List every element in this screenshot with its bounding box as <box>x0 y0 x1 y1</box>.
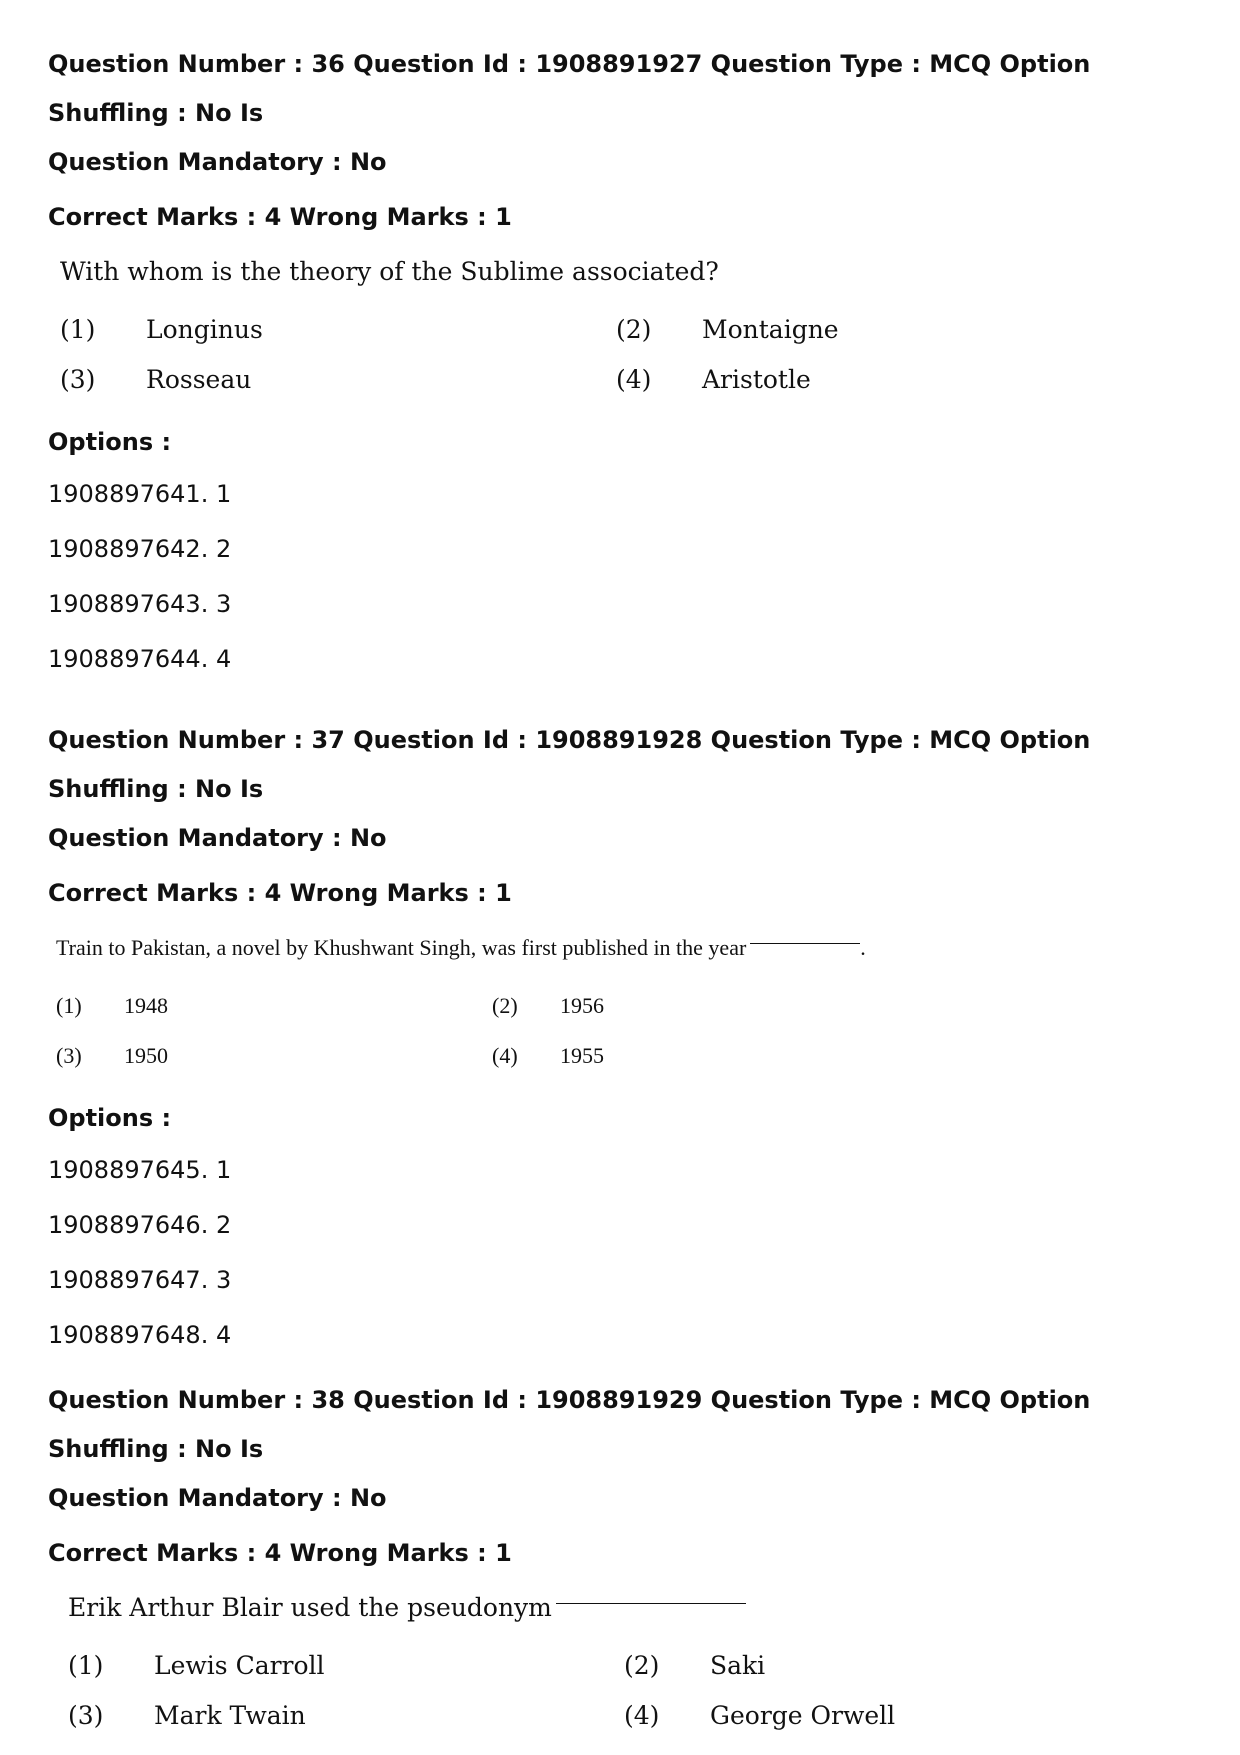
marks-line: Correct Marks : 4 Wrong Marks : 1 <box>48 1539 512 1567</box>
option-item: 1908897643. 3 <box>48 590 232 618</box>
choice-number: (3) <box>56 1043 82 1068</box>
options-heading: Options : <box>48 1104 172 1132</box>
choice-label: 1950 <box>124 1043 168 1068</box>
question-meta-line: Question Number : 38 Question Id : 1908891929 Question Type : MCQ Option Shuffling : No Is <box>48 1386 1091 1463</box>
choice-3 <box>56 1032 168 1080</box>
choice-number: (4) <box>616 365 652 394</box>
choice-label: 1956 <box>560 993 604 1018</box>
marks-line: Correct Marks : 4 Wrong Marks : 1 <box>48 879 512 907</box>
question-mandatory-line: Question Mandatory : No <box>48 148 387 176</box>
option-item: 1908897647. 3 <box>48 1266 232 1294</box>
choice-number: (1) <box>60 315 96 344</box>
choice-label: 1955 <box>560 1043 604 1068</box>
choice-2 <box>616 306 839 354</box>
choice-label: Aristotle <box>702 365 811 394</box>
answer-blank-line <box>556 1603 746 1604</box>
choice-number: (4) <box>624 1701 660 1730</box>
question-meta-line: Question Number : 37 Question Id : 1908891928 Question Type : MCQ Option Shuffling : No Is <box>48 726 1091 803</box>
option-item: 1908897645. 1 <box>48 1156 232 1184</box>
question-text <box>56 928 1208 968</box>
choice-4 <box>492 1032 604 1080</box>
choice-number: (3) <box>60 365 96 394</box>
question-text-body: Erik Arthur Blair used the pseudonym <box>68 1593 552 1622</box>
question-block-37 <box>48 716 1208 1363</box>
choice-2 <box>624 1642 765 1690</box>
answer-choices <box>60 306 1208 406</box>
choice-label: 1948 <box>124 993 168 1018</box>
choice-4 <box>624 1692 895 1740</box>
choice-label: Montaigne <box>702 315 839 344</box>
choice-label: Lewis Carroll <box>154 1651 325 1680</box>
choice-3 <box>68 1692 306 1740</box>
choice-1 <box>60 306 263 354</box>
choice-label: George Orwell <box>710 1701 896 1730</box>
choice-1 <box>68 1642 325 1690</box>
answer-choices <box>68 1642 1208 1742</box>
choice-number: (4) <box>492 1043 518 1068</box>
answer-blank-line <box>750 943 860 944</box>
option-item: 1908897646. 2 <box>48 1211 232 1239</box>
question-mandatory-line: Question Mandatory : No <box>48 1484 387 1512</box>
choice-number: (1) <box>56 993 82 1018</box>
choice-number: (1) <box>68 1651 104 1680</box>
question-text-end: . <box>860 935 866 960</box>
answer-choices <box>56 982 1208 1082</box>
option-item: 1908897641. 1 <box>48 480 232 508</box>
question-text <box>68 1588 1208 1628</box>
option-item: 1908897648. 4 <box>48 1321 232 1349</box>
choice-label: Saki <box>710 1651 766 1680</box>
question-text-body: Train to Pakistan, a novel by Khushwant Singh, was first published in the year <box>56 935 747 960</box>
choice-number: (2) <box>492 993 518 1018</box>
choice-number: (3) <box>68 1701 104 1730</box>
question-text: With whom is the theory of the Sublime associated? <box>60 257 719 286</box>
choice-3 <box>60 356 251 404</box>
choice-1 <box>56 982 168 1030</box>
choice-4 <box>616 356 811 404</box>
choice-label: Mark Twain <box>154 1701 306 1730</box>
choice-2 <box>492 982 604 1030</box>
option-item: 1908897644. 4 <box>48 645 232 673</box>
question-block-36 <box>48 40 1208 687</box>
option-item: 1908897642. 2 <box>48 535 232 563</box>
question-block-38 <box>48 1376 1208 1742</box>
choice-number: (2) <box>624 1651 660 1680</box>
choice-number: (2) <box>616 315 652 344</box>
options-heading: Options : <box>48 428 172 456</box>
choice-label: Rosseau <box>146 365 252 394</box>
question-mandatory-line: Question Mandatory : No <box>48 824 387 852</box>
question-meta-line: Question Number : 36 Question Id : 1908891927 Question Type : MCQ Option Shuffling : No Is <box>48 50 1091 127</box>
marks-line: Correct Marks : 4 Wrong Marks : 1 <box>48 203 512 231</box>
choice-label: Longinus <box>146 315 263 344</box>
